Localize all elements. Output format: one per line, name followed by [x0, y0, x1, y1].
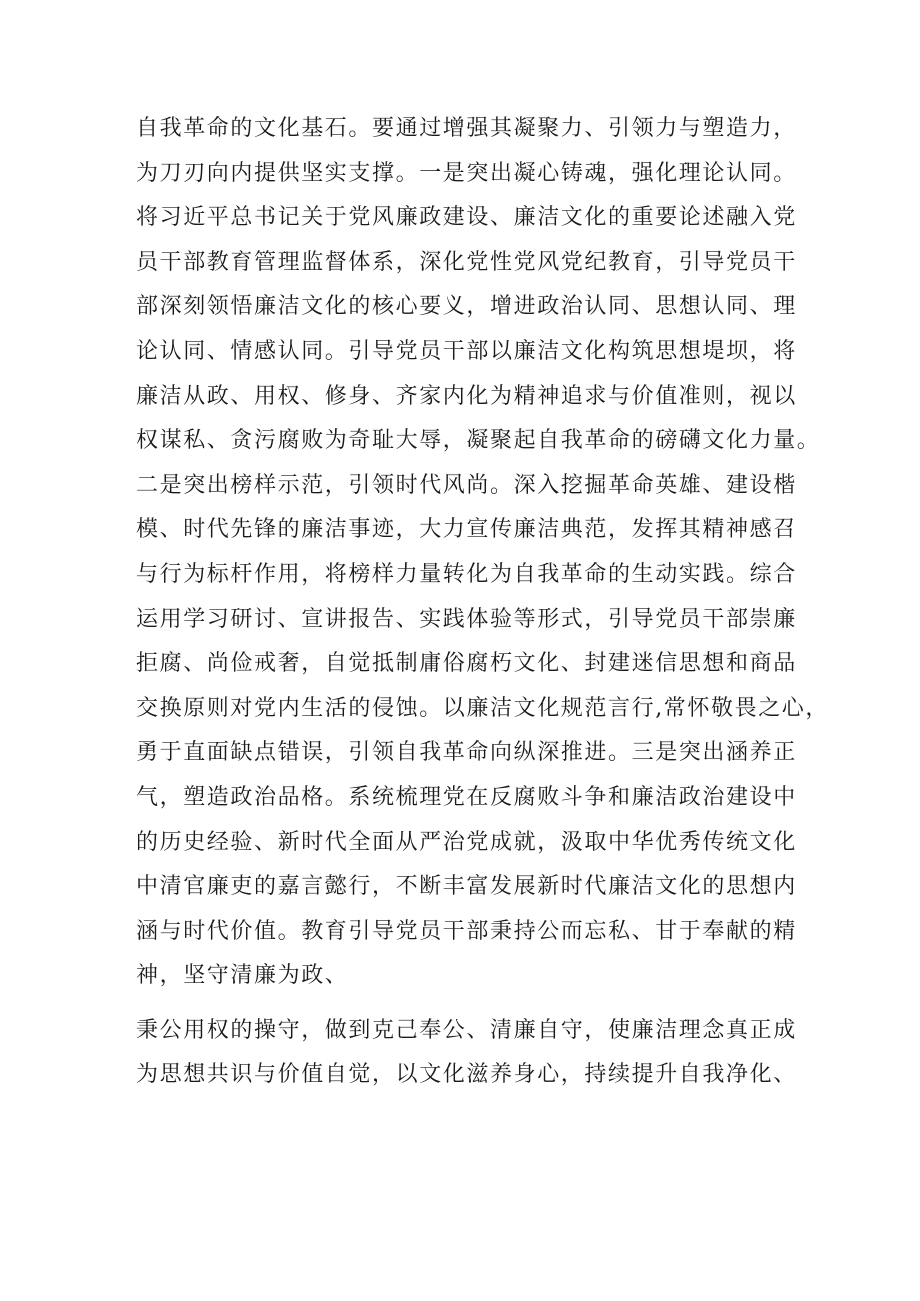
text-line-4: 员干部教育管理监督体系，深化党性党风党纪教育，引导党员干 — [136, 249, 797, 275]
text-line-20: 神，坚守清廉为政、 — [136, 963, 349, 989]
text-line-22: 为思想共识与价值自觉，以文化滋养身心，持续提升自我净化、 — [136, 1062, 797, 1088]
text-line-18: 中清官廉吏的嘉言懿行，不断丰富发展新时代廉洁文化的思想内 — [136, 874, 797, 900]
text-line-17: 的历史经验、新时代全面从严治党成就，汲取中华优秀传统文化 — [136, 829, 797, 855]
text-line-16: 气，塑造政治品格。系统梳理党在反腐败斗争和廉洁政治建设中 — [136, 784, 797, 810]
text-line-12: 运用学习研讨、宣讲报告、实践体验等形式，引导党员干部崇廉 — [136, 606, 797, 632]
text-line-6: 论认同、情感认同。引导党员干部以廉洁文化构筑思想堤坝，将 — [136, 338, 797, 364]
text-line-13: 拒腐、尚俭戒奢，自觉抵制庸俗腐朽文化、封建迷信思想和商品 — [136, 651, 797, 677]
text-line-2: 为刀刃向内提供坚实支撑。一是突出凝心铸魂，强化理论认同。 — [136, 160, 797, 186]
body-text — [136, 107, 829, 1098]
text-line-10: 模、时代先锋的廉洁事迹，大力宣传廉洁典范，发挥其精神感召 — [136, 517, 797, 543]
text-line-15: 勇于直面缺点错误，引领自我革命向纵深推进。三是突出涵养正 — [136, 740, 797, 766]
text-line-5: 部深刻领悟廉洁文化的核心要义，增进政治认同、思想认同、理 — [136, 294, 797, 320]
text-line-11: 与行为标杆作用，将榜样力量转化为自我革命的生动实践。综合 — [136, 561, 797, 587]
text-line-19: 涵与时代价值。教育引导党员干部秉持公而忘私、甘于奉献的精 — [136, 918, 797, 944]
text-line-1: 自我革命的文化基石。要通过增强其凝聚力、引领力与塑造力， — [136, 116, 797, 141]
text-line-21: 秉公用权的操守，做到克己奉公、清廉自守，使廉洁理念真正成 — [136, 1017, 797, 1043]
text-line-9: 二是突出榜样示范，引领时代风尚。深入挖掘革命英雄、建设楷 — [136, 472, 797, 498]
text-line-3: 将习近平总书记关于党风廉政建设、廉洁文化的重要论述融入党 — [136, 205, 797, 231]
text-line-14: 交换原则对党内生活的侵蚀。以廉洁文化规范言行,常怀敬畏之心， — [136, 695, 829, 721]
text-line-7: 廉洁从政、用权、修身、齐家内化为精神追求与价值准则，视以 — [136, 383, 797, 409]
text-line-8: 权谋私、贪污腐败为奇耻大辱，凝聚起自我革命的磅礴文化力量。 — [136, 428, 821, 454]
